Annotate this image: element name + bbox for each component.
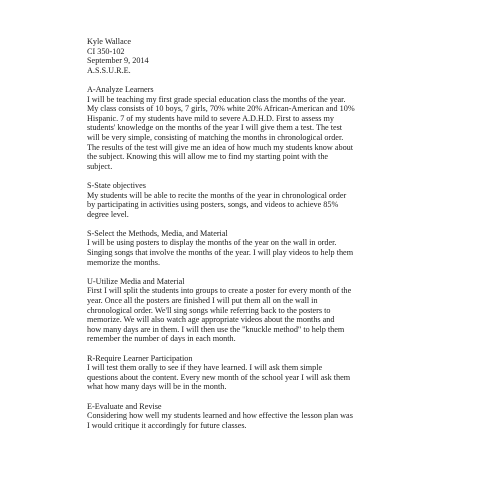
paragraph-line: students' knowledge on the months of the year I will give them a test. The test (87, 123, 343, 133)
paragraph-line: the subject. Knowing this will allow me to find my starting point with the (87, 152, 329, 162)
paragraph-line: My students will be able to recite the months of the year in chronological order (87, 190, 347, 200)
section (87, 277, 467, 344)
paragraph-line: The results of the test will give me an idea of how much my students know about (87, 142, 354, 152)
paragraph-line: I will be using posters to display the months of the year on the wall in order. (87, 238, 337, 248)
paragraph-line: I would critique it accordingly for future classes. (87, 420, 247, 430)
paragraph-line: subject. (87, 161, 113, 171)
course-code: CI 350-102 (87, 46, 125, 56)
section (87, 229, 467, 267)
paragraph-line: what how many days will be in the month. (87, 382, 227, 392)
section-heading: S-Select the Methods, Media, and Material (87, 228, 228, 238)
section (87, 402, 467, 431)
document-title: A.S.S.U.R.E. (87, 65, 131, 75)
paragraph-line: My class consists of 10 boys, 7 girls, 70% white 20% African-American and 10% (87, 104, 355, 114)
paragraph-line: Hispanic. 7 of my students have mild to severe A.D.H.D. First to assess my (87, 113, 334, 123)
author-name: Kyle Wallace (87, 37, 131, 46)
paragraph-line: I will test them orally to see if they have learned. I will ask them simple (87, 363, 323, 373)
paragraph-line: Singing songs that involve the months of the year. I will play videos to help them (87, 248, 354, 258)
section-heading: U-Utilize Media and Material (87, 276, 185, 286)
section-heading: R-Require Learner Participation (87, 353, 193, 363)
document-page (87, 37, 467, 430)
paragraph-line: I will be teaching my first grade special education class the months of the year. (87, 94, 346, 104)
paragraph-line: how many days are in them. I will then use the "knuckle method" to help them (87, 324, 345, 334)
section (87, 85, 467, 171)
section-heading: A-Analyze Learners (87, 84, 154, 94)
document-body (87, 85, 467, 430)
section-heading: E-Evaluate and Revise (87, 401, 162, 411)
paragraph-line: remember the number of days in each month. (87, 334, 236, 344)
paragraph-line: year. Once all the posters are finished I will put them all on the wall in (87, 296, 318, 306)
section-heading: S-State objectives (87, 180, 146, 190)
paragraph-line: First I will split the students into groups to create a poster for every month of the (87, 286, 352, 296)
paragraph-line: Considering how well my students learned and how effective the lesson plan was (87, 411, 353, 421)
paragraph-line: will be very simple, consisting of matching the months in chronological order. (87, 132, 344, 142)
document-date: September 9, 2014 (87, 56, 149, 66)
paragraph-line: by participating in activities using posters, songs, and videos to achieve 85% (87, 200, 339, 210)
paragraph-line: memorize the months. (87, 257, 160, 267)
paragraph-line: chronological order. We'll sing songs while referring back to the posters to (87, 305, 331, 315)
document-header (87, 37, 467, 75)
section (87, 354, 467, 392)
section (87, 181, 467, 219)
paragraph-line: questions about the content. Every new month of the school year I will ask them (87, 372, 351, 382)
paragraph-line: degree level. (87, 209, 129, 219)
paragraph-line: memorize. We will also watch age appropriate videos about the months and (87, 315, 335, 325)
